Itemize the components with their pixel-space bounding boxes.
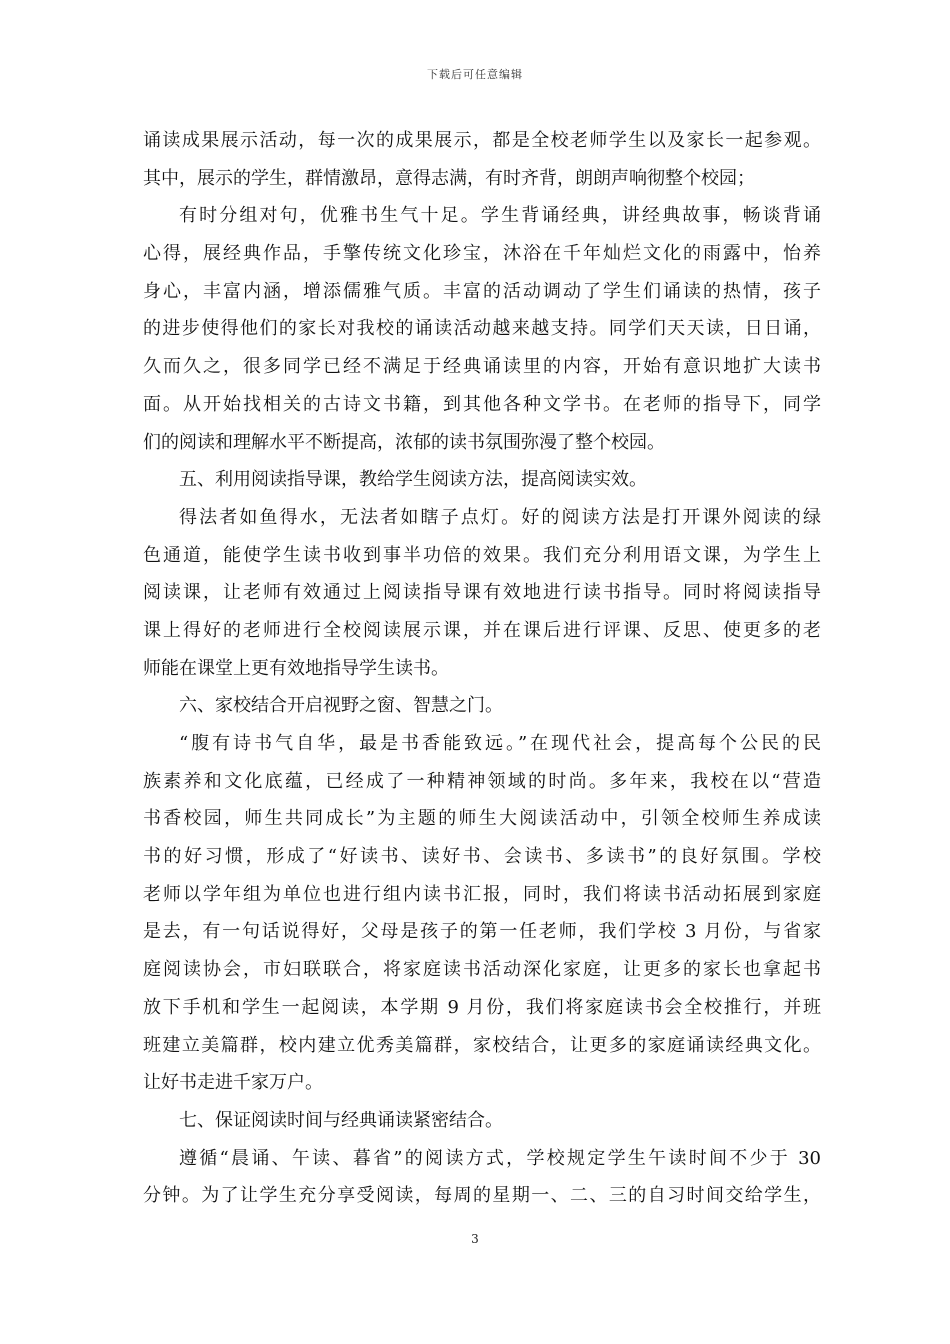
text-line: 让好书走进千家万户。 — [143, 1072, 323, 1094]
text-line: 班建立美篇群，校内建立优秀美篇群，家校结合，让更多的家庭诵读经典文化。 — [143, 1034, 821, 1056]
text-line: 久而久之，很多同学已经不满足于经典诵读里的内容，开始有意识地扩大读书 — [143, 356, 821, 378]
text-line: 放下手机和学生一起阅读，本学期 9 月份，我们将家庭读书会全校推行，并班 — [143, 996, 821, 1018]
text-line: 们的阅读和理解水平不断提高，浓郁的读书氛围弥漫了整个校园。 — [143, 431, 665, 453]
text-line: 的进步使得他们的家长对我校的诵读活动越来越支持。同学们天天读，日日诵， — [143, 318, 821, 340]
text-line: 老师以学年组为单位也进行组内读书汇报，同时，我们将读书活动拓展到家庭 — [143, 883, 821, 905]
text-line: 阅读课，让老师有效通过上阅读指导课有效地进行读书指导。同时将阅读指导 — [143, 582, 821, 604]
text-line: 色通道，能使学生读书收到事半功倍的效果。我们充分利用语文课，为学生上 — [143, 544, 821, 566]
text-line: 心得，展经典作品，手擎传统文化珍宝，沐浴在千年灿烂文化的雨露中，怡养 — [143, 243, 821, 265]
text-line: 其中，展示的学生，群情激昂，意得志满，有时齐背，朗朗声响彻整个校园； — [143, 167, 755, 189]
text-line: 六、家校结合开启视野之窗、智慧之门。 — [179, 695, 503, 717]
document-body — [143, 122, 821, 1215]
text-line: 有时分组对句，优雅书生气十足。学生背诵经典，讲经典故事，畅谈背诵 — [179, 205, 821, 227]
text-line: 课上得好的老师进行全校阅读展示课，并在课后进行评课、反思、使更多的老 — [143, 619, 821, 641]
text-line: 得法者如鱼得水，无法者如瞎子点灯。好的阅读方法是打开课外阅读的绿 — [179, 506, 821, 528]
text-line: 分钟。为了让学生充分享受阅读，每周的星期一、二、三的自习时间交给学生， — [143, 1185, 821, 1207]
text-line: 五、利用阅读指导课，教给学生阅读方法，提高阅读实效。 — [179, 469, 647, 491]
text-line: 身心，丰富内涵，增添儒雅气质。丰富的活动调动了学生们诵读的热情，孩子 — [143, 280, 821, 302]
page-number: 3 — [471, 1232, 479, 1246]
text-line: 族素养和文化底蕴，已经成了一种精神领域的时尚。多年来，我校在以“营造 — [143, 770, 821, 792]
text-line: 面。从开始找相关的古诗文书籍，到其他各种文学书。在老师的指导下，同学 — [143, 393, 821, 415]
text-line: 书香校园，师生共同成长”为主题的师生大阅读活动中，引领全校师生养成读 — [143, 808, 821, 830]
text-line: 师能在课堂上更有效地指导学生读书。 — [143, 657, 449, 679]
text-line: 是去，有一句话说得好，父母是孩子的第一任老师，我们学校 3 月份，与省家 — [143, 921, 821, 943]
text-line: 七、保证阅读时间与经典诵读紧密结合。 — [179, 1109, 503, 1131]
text-line: “腹有诗书气自华，最是书香能致远。”在现代社会，提高每个公民的民 — [179, 733, 821, 754]
text-line: 书的好习惯，形成了“好读书、读好书、会读书、多读书”的良好氛围。学校 — [143, 846, 821, 868]
text-line: 诵读成果展示活动，每一次的成果展示，都是全校老师学生以及家长一起参观。 — [143, 130, 821, 151]
text-line: 庭阅读协会，市妇联联合，将家庭读书活动深化家庭，让更多的家长也拿起书 — [143, 959, 821, 981]
text-line: 遵循“晨诵、午读、暮省”的阅读方式，学校规定学生午读时间不少于 30 — [179, 1147, 821, 1169]
page-header: 下载后可任意编辑 — [427, 68, 523, 81]
